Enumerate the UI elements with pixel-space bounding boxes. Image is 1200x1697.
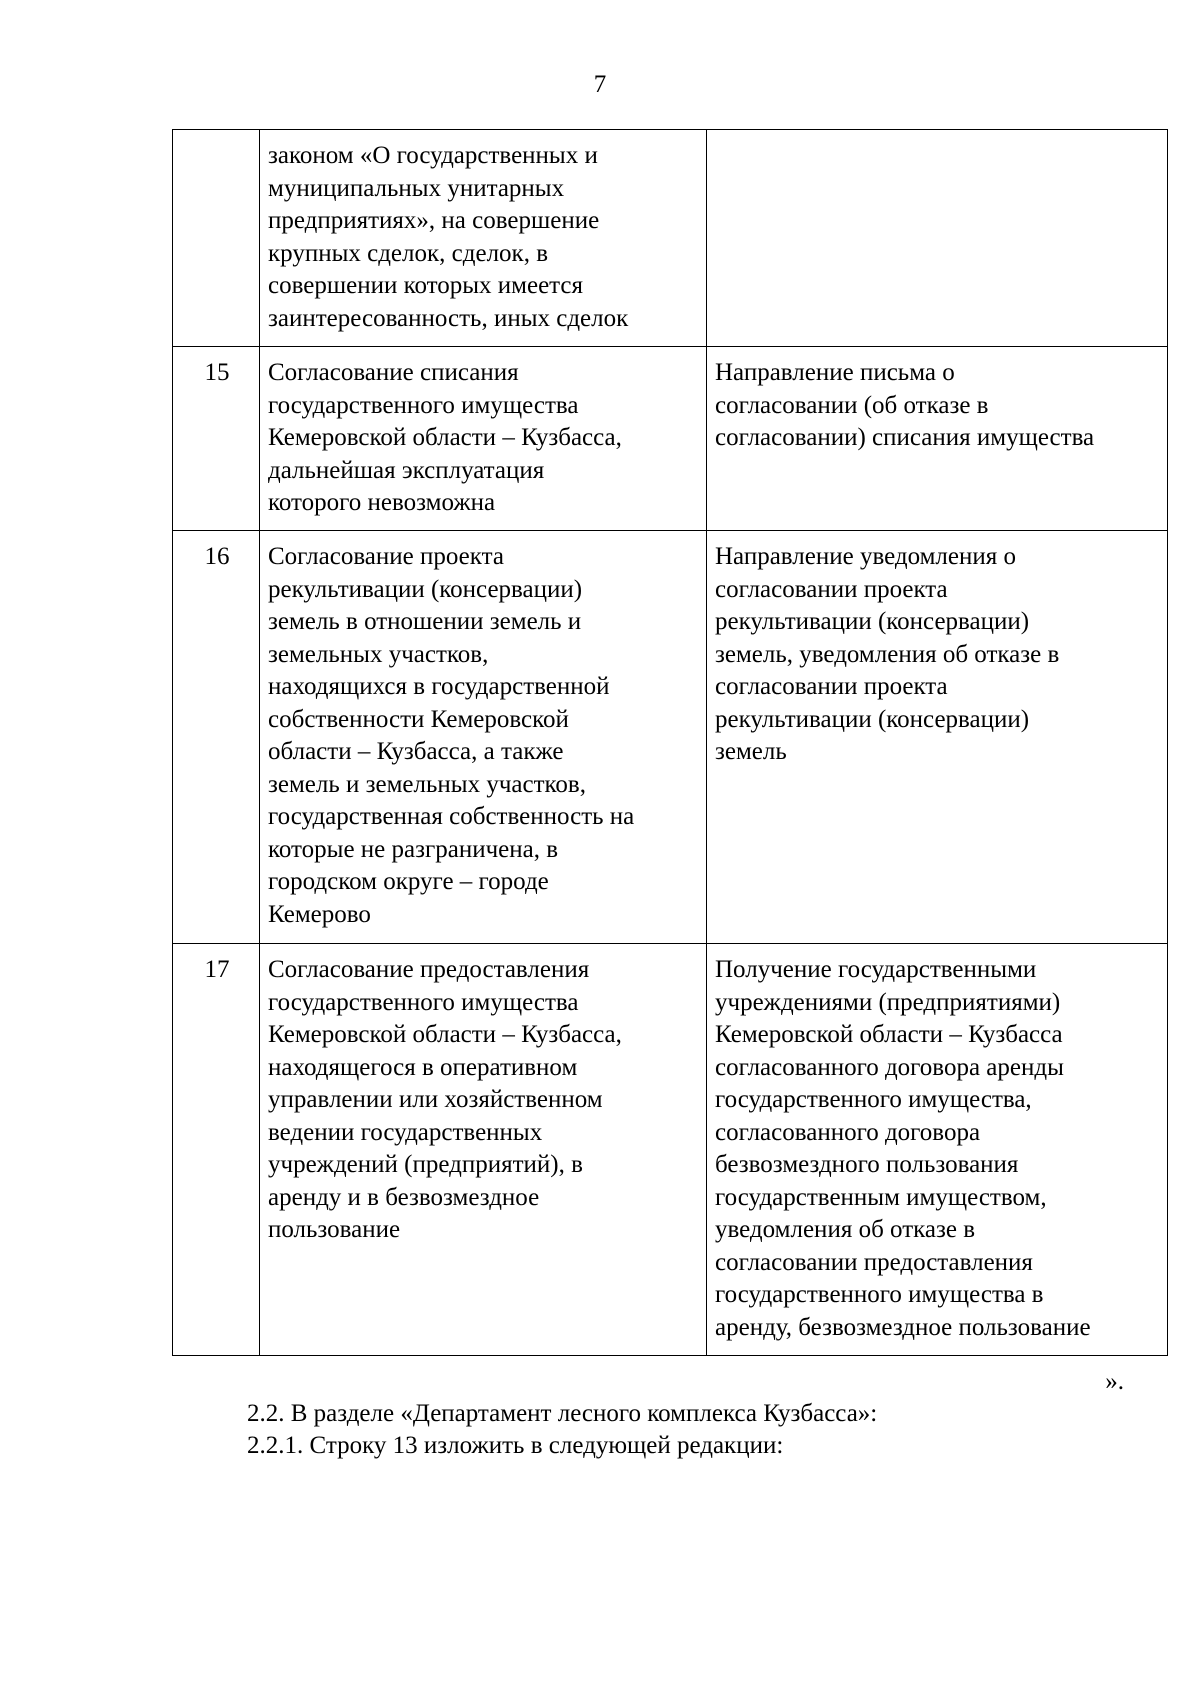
section-paragraph: 2.2.1. Строку 13 изложить в следующей редакции: [247,1432,784,1459]
service-name-cell: Согласование списания государственного имущества Кемеровской области – Кузбасса, дальнейшая эксплуатация которого невозможна [260,347,707,531]
table-row [173,130,1168,347]
service-name-cell: Согласование проекта рекультивации (консервации) земель в отношении земель и земельных участков, находящихся в государственной собственности Кемеровской области – Кузбасса, а также земель и земельных участков, государственная собственность на которые не разграничена, в городском округе – городе Кемерово [260,531,707,944]
service-result-cell: Направление уведомления о согласовании проекта рекультивации (консервации) земель, уведомления об отказе в согласовании проекта рекультивации (консервации) земель [707,531,1168,944]
closing-quote: ». [1105,1368,1124,1395]
service-result-cell [707,130,1168,347]
service-result-cell: Направление письма о согласовании (об отказе в согласовании) списания имущества [707,347,1168,531]
page-number: 7 [593,71,607,98]
section-paragraph: 2.2. В разделе «Департамент лесного комплекса Кузбасса»: [247,1400,878,1427]
row-number-cell: 15 [173,347,260,531]
table-row [173,347,1168,531]
table-row [173,944,1168,1356]
row-number-cell: 16 [173,531,260,944]
row-number-cell [173,130,260,347]
service-result-cell: Получение государственными учреждениями (предприятиями) Кемеровской области – Кузбасса согласованного договора аренды государственного имущества, согласованного договора безвозмездного пользования государственным имуществом, уведомления об отказе в согласовании предоставления государственного имущества в аренду, безвозмездное пользование [707,944,1168,1356]
row-number-cell: 17 [173,944,260,1356]
table-row [173,531,1168,944]
document-table [172,129,1168,1356]
service-name-cell: Согласование предоставления государственного имущества Кемеровской области – Кузбасса, находящегося в оперативном управлении или хозяйственном ведении государственных учреждений (предприятий), в аренду и в безвозмездное пользование [260,944,707,1356]
service-name-cell: законом «О государственных и муниципальных унитарных предприятиях», на совершение крупных сделок, сделок, в совершении которых имеется заинтересованность, иных сделок [260,130,707,347]
